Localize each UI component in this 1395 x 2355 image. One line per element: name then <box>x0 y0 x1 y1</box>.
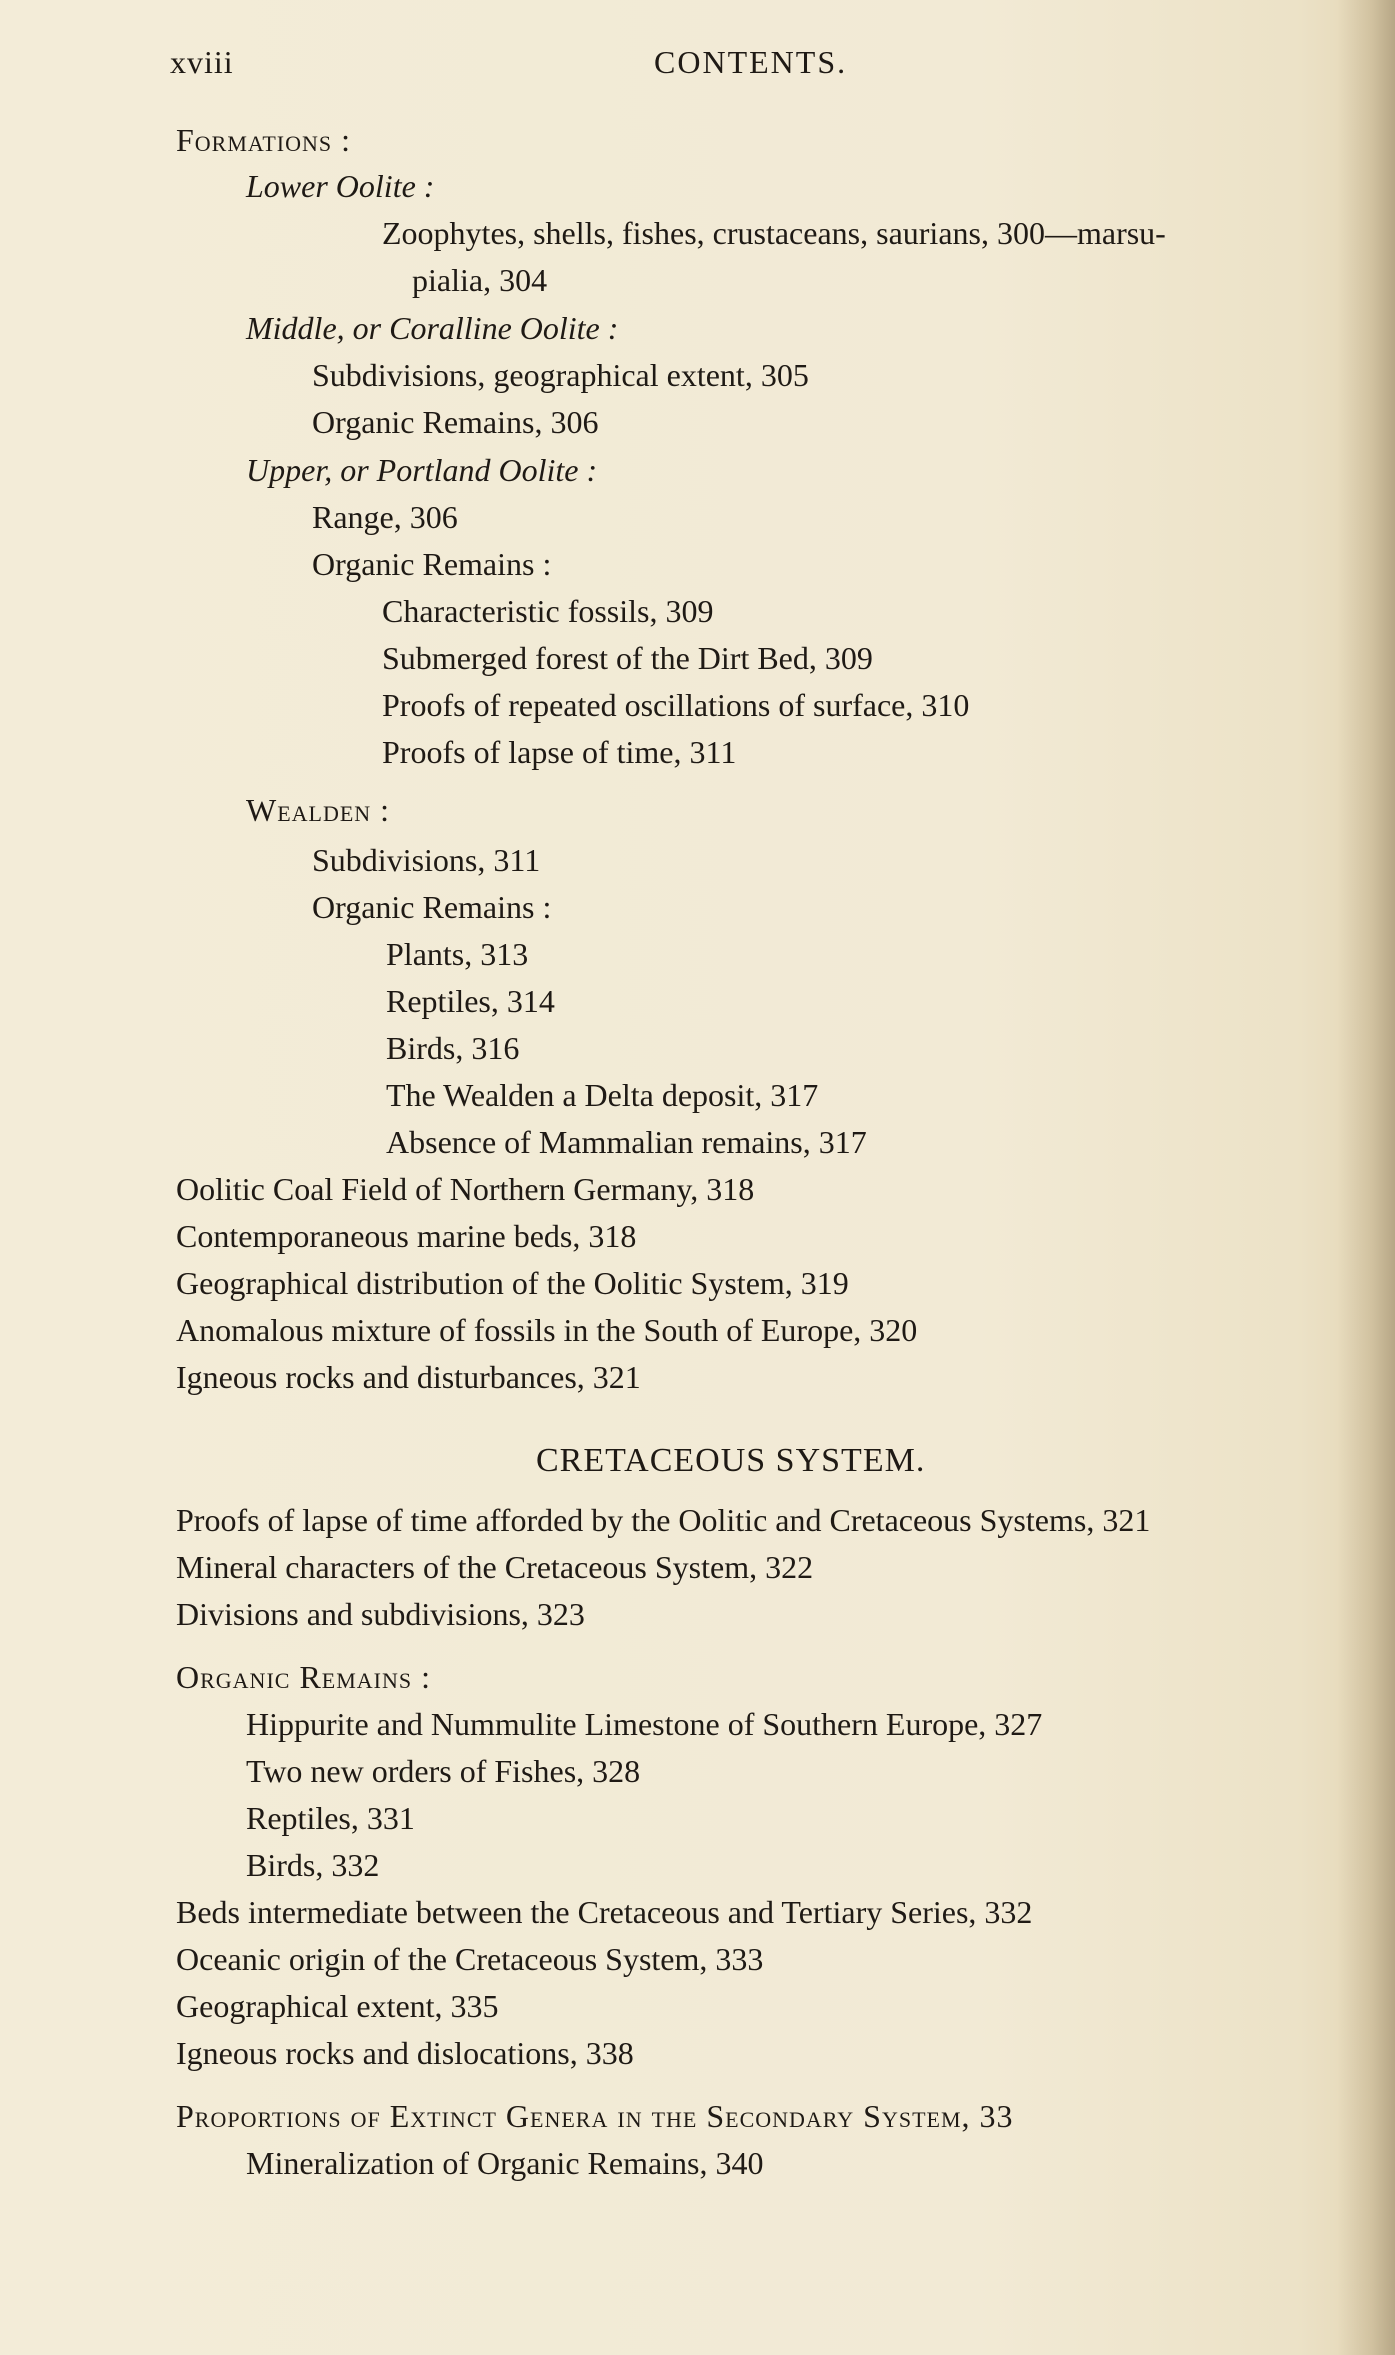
toc-entry: Mineral characters of the Cretaceous System, 322 <box>176 1549 814 1585</box>
toc-entry: Divisions and subdivisions, 323 <box>176 1596 585 1632</box>
toc-entry: Proofs of repeated oscillations of surface, 310 <box>382 687 970 723</box>
toc-entry: Reptiles, 314 <box>386 983 555 1019</box>
toc-entry: Organic Remains : <box>312 546 552 582</box>
toc-entry: Geographical extent, 335 <box>176 1988 499 2024</box>
toc-entry: Subdivisions, geographical extent, 305 <box>312 357 809 393</box>
toc-entry: The Wealden a Delta deposit, 317 <box>386 1077 819 1113</box>
toc-entry: Subdivisions, 311 <box>312 842 541 878</box>
toc-entry: Two new orders of Fishes, 328 <box>246 1753 641 1789</box>
page-number: xviii <box>170 44 234 80</box>
toc-entry: Absence of Mammalian remains, 317 <box>386 1124 867 1160</box>
toc-entry: Proofs of lapse of time, 311 <box>382 734 737 770</box>
toc-entry: Proofs of lapse of time afforded by the Oolitic and Cretaceous Systems, 321 <box>176 1502 1151 1538</box>
toc-entry: pialia, 304 <box>412 262 548 298</box>
toc-entry: Birds, 316 <box>386 1030 520 1066</box>
cretaceous-section-title: CRETACEOUS SYSTEM. <box>536 1442 926 1479</box>
toc-entry: Plants, 313 <box>386 936 529 972</box>
toc-entry: Igneous rocks and dislocations, 338 <box>176 2035 634 2071</box>
wealden-heading: Wealden : <box>246 792 391 828</box>
middle-oolite-heading: Middle, or Coralline Oolite : <box>246 310 619 346</box>
page-gutter-shadow <box>1337 0 1395 2355</box>
toc-entry: Reptiles, 331 <box>246 1800 415 1836</box>
organic-remains-heading: Organic Remains : <box>176 1659 432 1695</box>
running-title: CONTENTS. <box>654 44 848 80</box>
toc-entry: Range, 306 <box>312 499 458 535</box>
toc-entry: Submerged forest of the Dirt Bed, 309 <box>382 640 873 676</box>
proportions-heading: Proportions of Extinct Genera in the Secondary System, 33 <box>176 2098 1014 2134</box>
toc-entry: Beds intermediate between the Cretaceous and Tertiary Series, 332 <box>176 1894 1033 1930</box>
toc-entry: Zoophytes, shells, fishes, crustaceans, saurians, 300—marsu- <box>382 215 1166 251</box>
toc-entry: Organic Remains, 306 <box>312 404 599 440</box>
toc-entry: Characteristic fossils, 309 <box>382 593 714 629</box>
formations-heading: Formations : <box>176 122 352 158</box>
toc-entry: Anomalous mixture of fossils in the South of Europe, 320 <box>176 1312 918 1348</box>
toc-entry: Oolitic Coal Field of Northern Germany, 318 <box>176 1171 755 1207</box>
upper-oolite-heading: Upper, or Portland Oolite : <box>246 452 598 488</box>
toc-entry: Contemporaneous marine beds, 318 <box>176 1218 637 1254</box>
toc-entry: Hippurite and Nummulite Limestone of Southern Europe, 327 <box>246 1706 1043 1742</box>
toc-entry: Igneous rocks and disturbances, 321 <box>176 1359 641 1395</box>
toc-entry: Birds, 332 <box>246 1847 380 1883</box>
toc-entry: Oceanic origin of the Cretaceous System, 333 <box>176 1941 764 1977</box>
toc-entry: Mineralization of Organic Remains, 340 <box>246 2145 764 2181</box>
lower-oolite-heading: Lower Oolite : <box>246 168 435 204</box>
toc-entry: Organic Remains : <box>312 889 552 925</box>
toc-entry: Geographical distribution of the Oolitic System, 319 <box>176 1265 849 1301</box>
